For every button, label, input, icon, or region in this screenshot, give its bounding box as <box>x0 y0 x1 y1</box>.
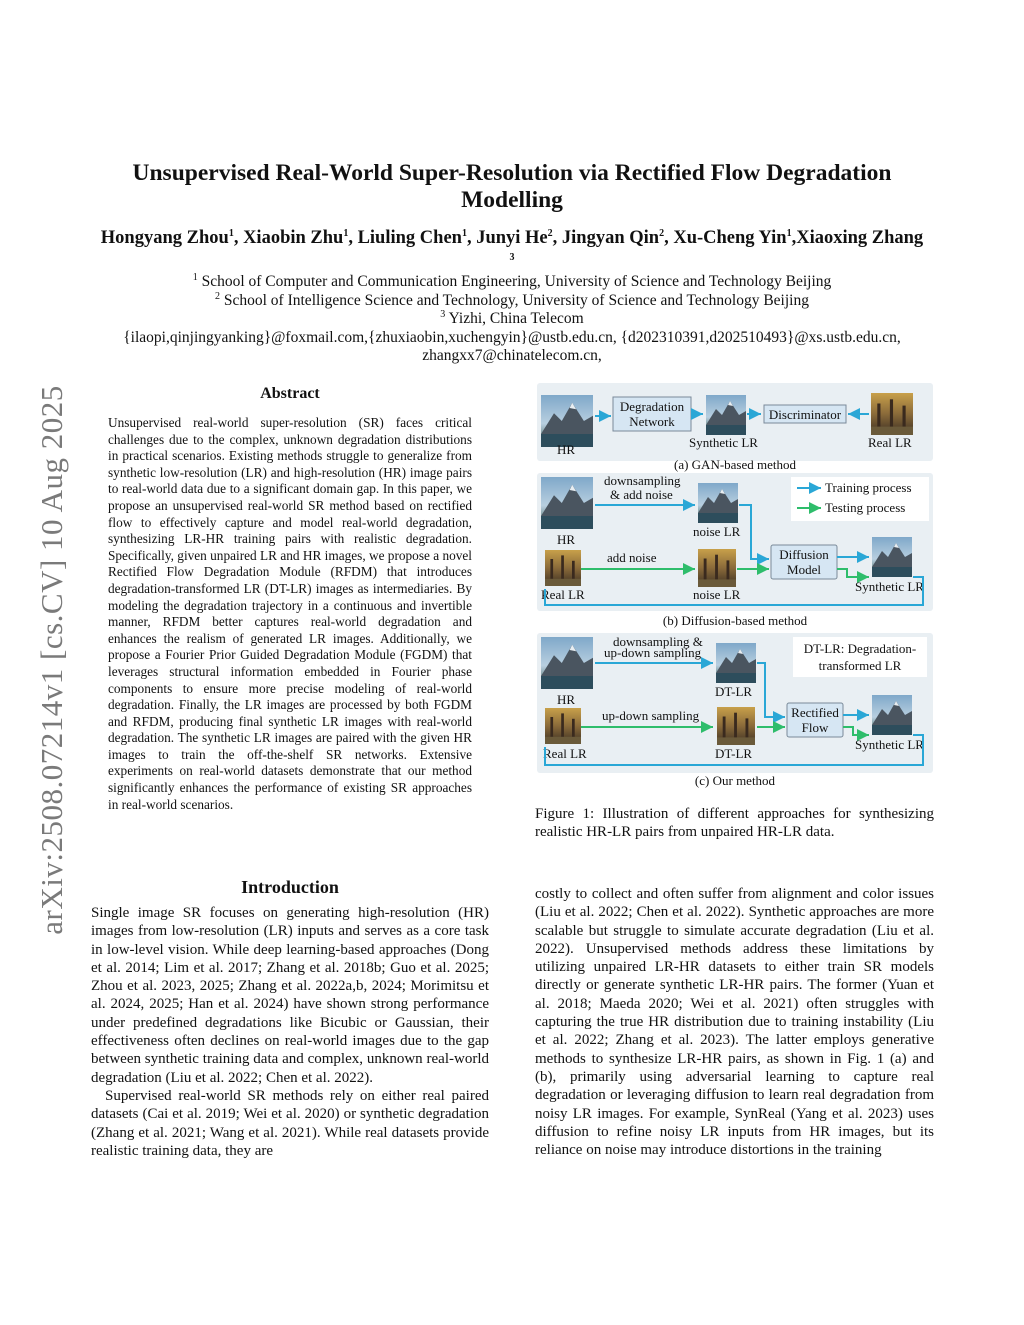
introduction-heading: Introduction <box>241 877 339 897</box>
caption-b: (b) Diffusion-based method <box>662 613 808 628</box>
label-noise-lr: noise LR <box>693 524 741 539</box>
svg-text:add noise: add noise <box>607 550 657 565</box>
panel-a-gan <box>537 383 933 472</box>
real-lr-image-icon <box>545 550 581 586</box>
synthetic-lr-image-icon <box>872 537 912 577</box>
panel-b-diffusion <box>537 473 933 628</box>
dt-lr-image-icon <box>716 643 756 683</box>
caption-a: (a) GAN-based method <box>673 457 797 472</box>
legend-training: Training process <box>825 480 912 495</box>
email-line-1: {ilaopi,qinjingyanking}@foxmail.com,{zhuxiaobin,xuchengyin}@ustb.edu.cn, {d202310391,d202510493}@xs.ustb.edu.cn, <box>123 328 901 346</box>
label-real-lr: Real LR <box>541 587 585 602</box>
panel-c-ours <box>537 633 933 788</box>
introduction-left-column <box>91 904 489 1160</box>
label-noise-lr: noise LR <box>693 587 741 602</box>
label-real-lr: Real LR <box>543 746 587 761</box>
figure-1-caption: Figure 1: Illustration of different approaches for synthesizing realistic HR-LR pairs from unpaired HR-LR data. <box>535 806 934 841</box>
paper-title: Unsupervised Real-World Super-Resolution via Rectified Flow Degradation Modelling <box>132 160 892 213</box>
author: Xiaoxing Zhang $^3$ <box>509 228 924 263</box>
svg-text:downsampling: downsampling <box>604 473 681 488</box>
svg-text:Flow: Flow <box>801 720 829 735</box>
label-real-lr: Real LR <box>868 435 912 450</box>
author-list <box>100 226 924 274</box>
intro-paragraph-1: Single image SR focuses on generating high-resolution (HR) images from low-resolution (LR) inputs and serves as a core task in low-level vision. While deep learning-based approaches (Dong et al. 2014; Lim et al. 2017; Zhang et al. 2018b; Guo et al. 2025; Zhou et al. 2023, 2025; Zhang et al. 2022a,b, 2024; Morimitsu et al. 2024, 2025; Han et al. 2024) have shown strong performance under predefined degradations like Bicubic or Gaussian, their effectiveness often declines on real-world images due to the gap between synthetic training data and complex, unknown real-world degradation (Liu et al. 2022; Chen et al. 2022). <box>91 905 489 1086</box>
intro-paragraph-2: Supervised real-world SR methods rely on either real paired datasets (Cai et al. 2019; Wei et al. 2020) or synthetic degradation (Zhang et al. 2021; Wang et al. 2021). While real datasets provide realistic training data, they are <box>91 1087 489 1159</box>
svg-text:Discriminator: Discriminator <box>768 407 842 422</box>
email-line-2: zhangxx7@chinatelecom.cn, <box>422 347 602 365</box>
author: Xiaobin Zhu$^1$, <box>243 227 358 248</box>
svg-text:DT-LR: Degradation-: DT-LR: Degradation- <box>803 641 917 656</box>
svg-text:& add noise: & add noise <box>610 487 673 502</box>
label-dt-lr: DT-LR <box>715 684 753 699</box>
noise-lr-image-icon <box>698 483 738 523</box>
noise-lr-image-icon <box>698 549 736 587</box>
author: Junyi He$^2$, <box>476 227 562 248</box>
hr-image-icon <box>541 395 593 447</box>
label-hr: HR <box>557 532 576 547</box>
hr-image-icon <box>541 637 593 689</box>
legend-testing: Testing process <box>825 500 906 515</box>
real-lr-image-icon <box>545 708 581 744</box>
svg-text:up-down sampling: up-down sampling <box>604 645 702 660</box>
author: Jingyan Qin$^2$, <box>561 227 674 248</box>
label-hr: HR <box>557 442 576 457</box>
dt-lr-image-icon <box>717 707 755 745</box>
svg-text:Diffusion: Diffusion <box>779 547 829 562</box>
real-lr-image-icon <box>871 393 913 435</box>
affiliation-1: $^1$ School of Computer and Communication Engineering, University of Science and Technology Beijing <box>192 271 832 290</box>
figure-1-diagram <box>535 381 935 791</box>
author: Hongyang Zhou$^1$, <box>100 227 244 248</box>
label-synthetic-lr: Synthetic LR <box>689 435 758 450</box>
abstract-heading: Abstract <box>260 385 320 402</box>
abstract-text: Unsupervised real-world super-resolution (SR) faces critical challenges due to the complex, unknown degradation distributions in practical scenarios. Existing methods struggle to generalize from synthetic low-resolution (LR) and high-resolution (HR) image pairs to real-world data due to a significant domain gap. In this paper, we propose an unsupervised real-world SR method based on rectified flow to effectively capture and model real-world degradation, synthesizing LR-HR training pairs with realistic degradation. Specifically, given unpaired LR and HR images, we propose a novel Rectified Flow Degradation Module (RFDM) that introduces degradation-transformed LR (DT-LR) images as intermediaries. By modeling the degradation trajectory in a continuous and invertible manner, RFDM better captures real-world degradation and enhances the realism of generated LR images. Additionally, we propose a Fourier Prior Guided Degradation Module (FGDM) that leverages structural information embedded in Fourier phase components to ensure more precise modeling of real-world degradation. Finally, the LR images are processed by both FGDM and RFDM, producing final synthetic LR images with real-world degradation. The synthetic LR images are paired with the given HR images to train the off-the-shelf SR networks. Extensive experiments on real-world datasets demonstrate that our method significantly enhances the performance of existing SR approaches in real-world scenarios. <box>108 415 472 812</box>
synthetic-lr-image-icon <box>706 395 746 435</box>
affiliations <box>80 273 944 366</box>
author: Xu-Cheng Yin$^1$, <box>673 227 797 248</box>
label-hr: HR <box>557 692 576 707</box>
introduction-right-column <box>535 885 934 1159</box>
svg-text:Model: Model <box>787 562 821 577</box>
label-dt-lr: DT-LR <box>715 746 753 761</box>
arxiv-watermark: arXiv:2508.07214v1 [cs.CV] 10 Aug 2025 <box>34 385 69 935</box>
author: Liuling Chen$^1$, <box>357 227 477 248</box>
synthetic-lr-image-icon <box>872 695 912 735</box>
figure-1 <box>535 381 935 791</box>
svg-text:Network: Network <box>629 414 675 429</box>
svg-text:Rectified: Rectified <box>791 705 839 720</box>
intro-paragraph-3: costly to collect and often suffer from alignment and color issues (Liu et al. 2022; Chen et al. 2022). Synthetic approaches are more scalable but struggle to simulate accurate degradation (Liu et al. 2022). Unsupervised methods address these limitations by utilizing unpaired LR-HR datasets to either train SR models directly or generate synthetic LR-HR pairs. The former (Yuan et al. 2018; Maeda 2020; Wei et al. 2021) often struggles with capturing the true HR distribution due to training instability (Liu et al. 2022; Zhang et al. 2023). The latter employs generative methods to synthesize LR-HR pairs, as shown in Fig. 1 (a) and (b), primarily using adversarial learning to capture real degradation or leveraging diffusion to learn real degradation from noisy LR images. For example, SynReal (Yang et al. 2023) uses diffusion to refine noisy LR inputs from HR images, but its reliance on noise may introduce distortions in the training <box>535 886 934 1159</box>
caption-c: (c) Our method <box>694 773 776 788</box>
svg-text:downsampling &: downsampling & <box>613 634 703 649</box>
affiliation-3: $^3$ Yizhi, China Telecom <box>440 309 584 328</box>
label-synthetic-lr: Synthetic LR <box>855 579 924 594</box>
svg-text:Degradation: Degradation <box>619 399 685 414</box>
svg-text:up-down sampling: up-down sampling <box>602 708 700 723</box>
affiliation-2: $^2$ School of Intelligence Science and Technology, University of Science and Technology Beijing <box>215 290 809 309</box>
svg-text:transformed LR: transformed LR <box>818 658 902 673</box>
label-synthetic-lr: Synthetic LR <box>855 737 924 752</box>
hr-image-icon <box>541 477 593 529</box>
